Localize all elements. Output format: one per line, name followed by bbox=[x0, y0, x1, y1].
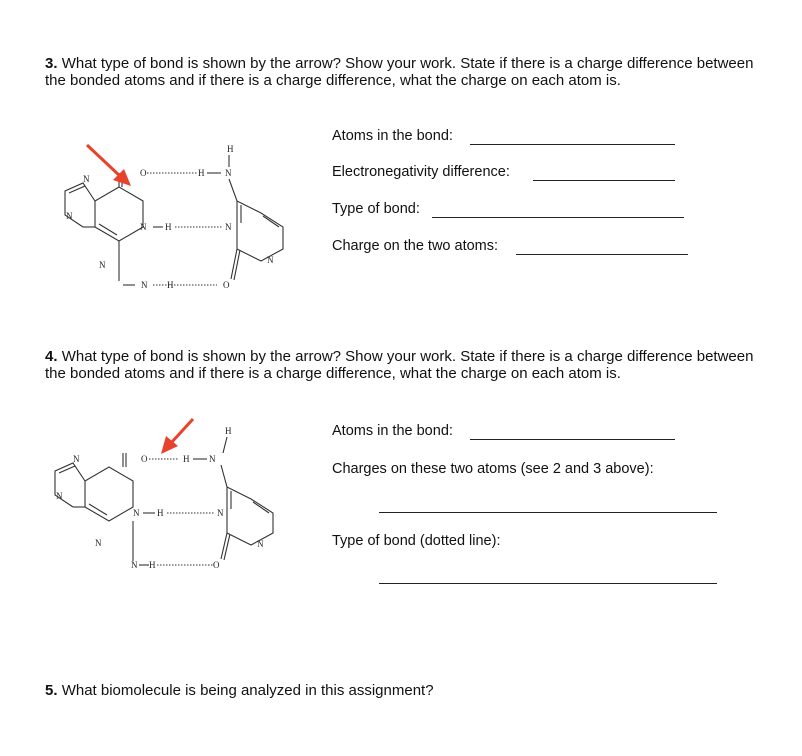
atom-label: N bbox=[83, 174, 90, 184]
atom-label: N bbox=[141, 280, 148, 290]
atom-label: N bbox=[66, 211, 73, 221]
atom-label: H bbox=[225, 426, 232, 436]
question-4-number: 4. bbox=[45, 348, 58, 365]
atom-label: O bbox=[141, 454, 148, 464]
atom-label: H bbox=[167, 280, 174, 290]
atom-label: N bbox=[56, 491, 63, 501]
atom-label: N bbox=[217, 508, 224, 518]
red-arrow-icon bbox=[161, 419, 193, 454]
atom-label: H bbox=[198, 168, 205, 178]
atom-label: O bbox=[213, 560, 220, 570]
atom-label: N bbox=[95, 538, 102, 548]
base-pair-diagram-1 bbox=[55, 135, 295, 310]
q3-en-diff-label: Electronegativity difference: bbox=[332, 164, 510, 180]
red-arrow-icon bbox=[87, 145, 131, 186]
question-3-text: What type of bond is shown by the arrow? Show your work. State if there is a charge difference between the bonded atoms and if there is a charge difference, what the charge on each atom is. bbox=[45, 55, 754, 89]
q3-type-label: Type of bond: bbox=[332, 201, 420, 217]
atom-label: H bbox=[157, 508, 164, 518]
atom-label: H bbox=[149, 560, 156, 570]
atom-label: N bbox=[257, 539, 264, 549]
q3-charge-answer-line[interactable] bbox=[516, 254, 688, 255]
question-3-number: 3. bbox=[45, 55, 58, 72]
atom-label: H bbox=[183, 454, 190, 464]
q3-type-answer-line[interactable] bbox=[432, 217, 684, 218]
base-pair-diagram-2 bbox=[45, 415, 285, 590]
q3-atoms-answer-line[interactable] bbox=[470, 144, 675, 145]
question-4 bbox=[45, 348, 765, 382]
atom-label: N bbox=[99, 260, 106, 270]
q3-charge-label: Charge on the two atoms: bbox=[332, 238, 499, 254]
q4-type-label: Type of bond (dotted line): bbox=[332, 533, 501, 549]
q4-atoms-answer-line[interactable] bbox=[470, 439, 675, 440]
atom-label: N bbox=[225, 168, 232, 178]
atom-label: O bbox=[140, 168, 147, 178]
question-5-number: 5. bbox=[45, 682, 58, 699]
q4-charges-answer-line[interactable] bbox=[379, 512, 717, 513]
atom-label: N bbox=[140, 222, 147, 232]
question-3 bbox=[45, 55, 765, 89]
q3-atoms-label: Atoms in the bond: bbox=[332, 128, 453, 144]
atom-label: N bbox=[267, 255, 274, 265]
question-5-text: What biomolecule is being analyzed in this assignment? bbox=[61, 682, 434, 699]
atom-label: H bbox=[227, 144, 234, 154]
atom-label: N bbox=[73, 454, 80, 464]
q4-type-answer-line[interactable] bbox=[379, 583, 717, 584]
atom-label: N bbox=[131, 560, 138, 570]
atom-label: N bbox=[209, 454, 216, 464]
q3-en-diff-answer-line[interactable] bbox=[533, 180, 675, 181]
atom-label: N bbox=[133, 508, 140, 518]
question-5 bbox=[45, 682, 765, 699]
atom-label: O bbox=[223, 280, 230, 290]
q4-atoms-label: Atoms in the bond: bbox=[332, 423, 453, 439]
question-4-text: What type of bond is shown by the arrow? Show your work. State if there is a charge difference between the bonded atoms and if there is a charge difference, what the charge on each atom is. bbox=[45, 348, 754, 382]
atom-label: N bbox=[225, 222, 232, 232]
atom-label: H bbox=[165, 222, 172, 232]
q4-charges-label: Charges on these two atoms (see 2 and 3 above): bbox=[332, 461, 654, 477]
